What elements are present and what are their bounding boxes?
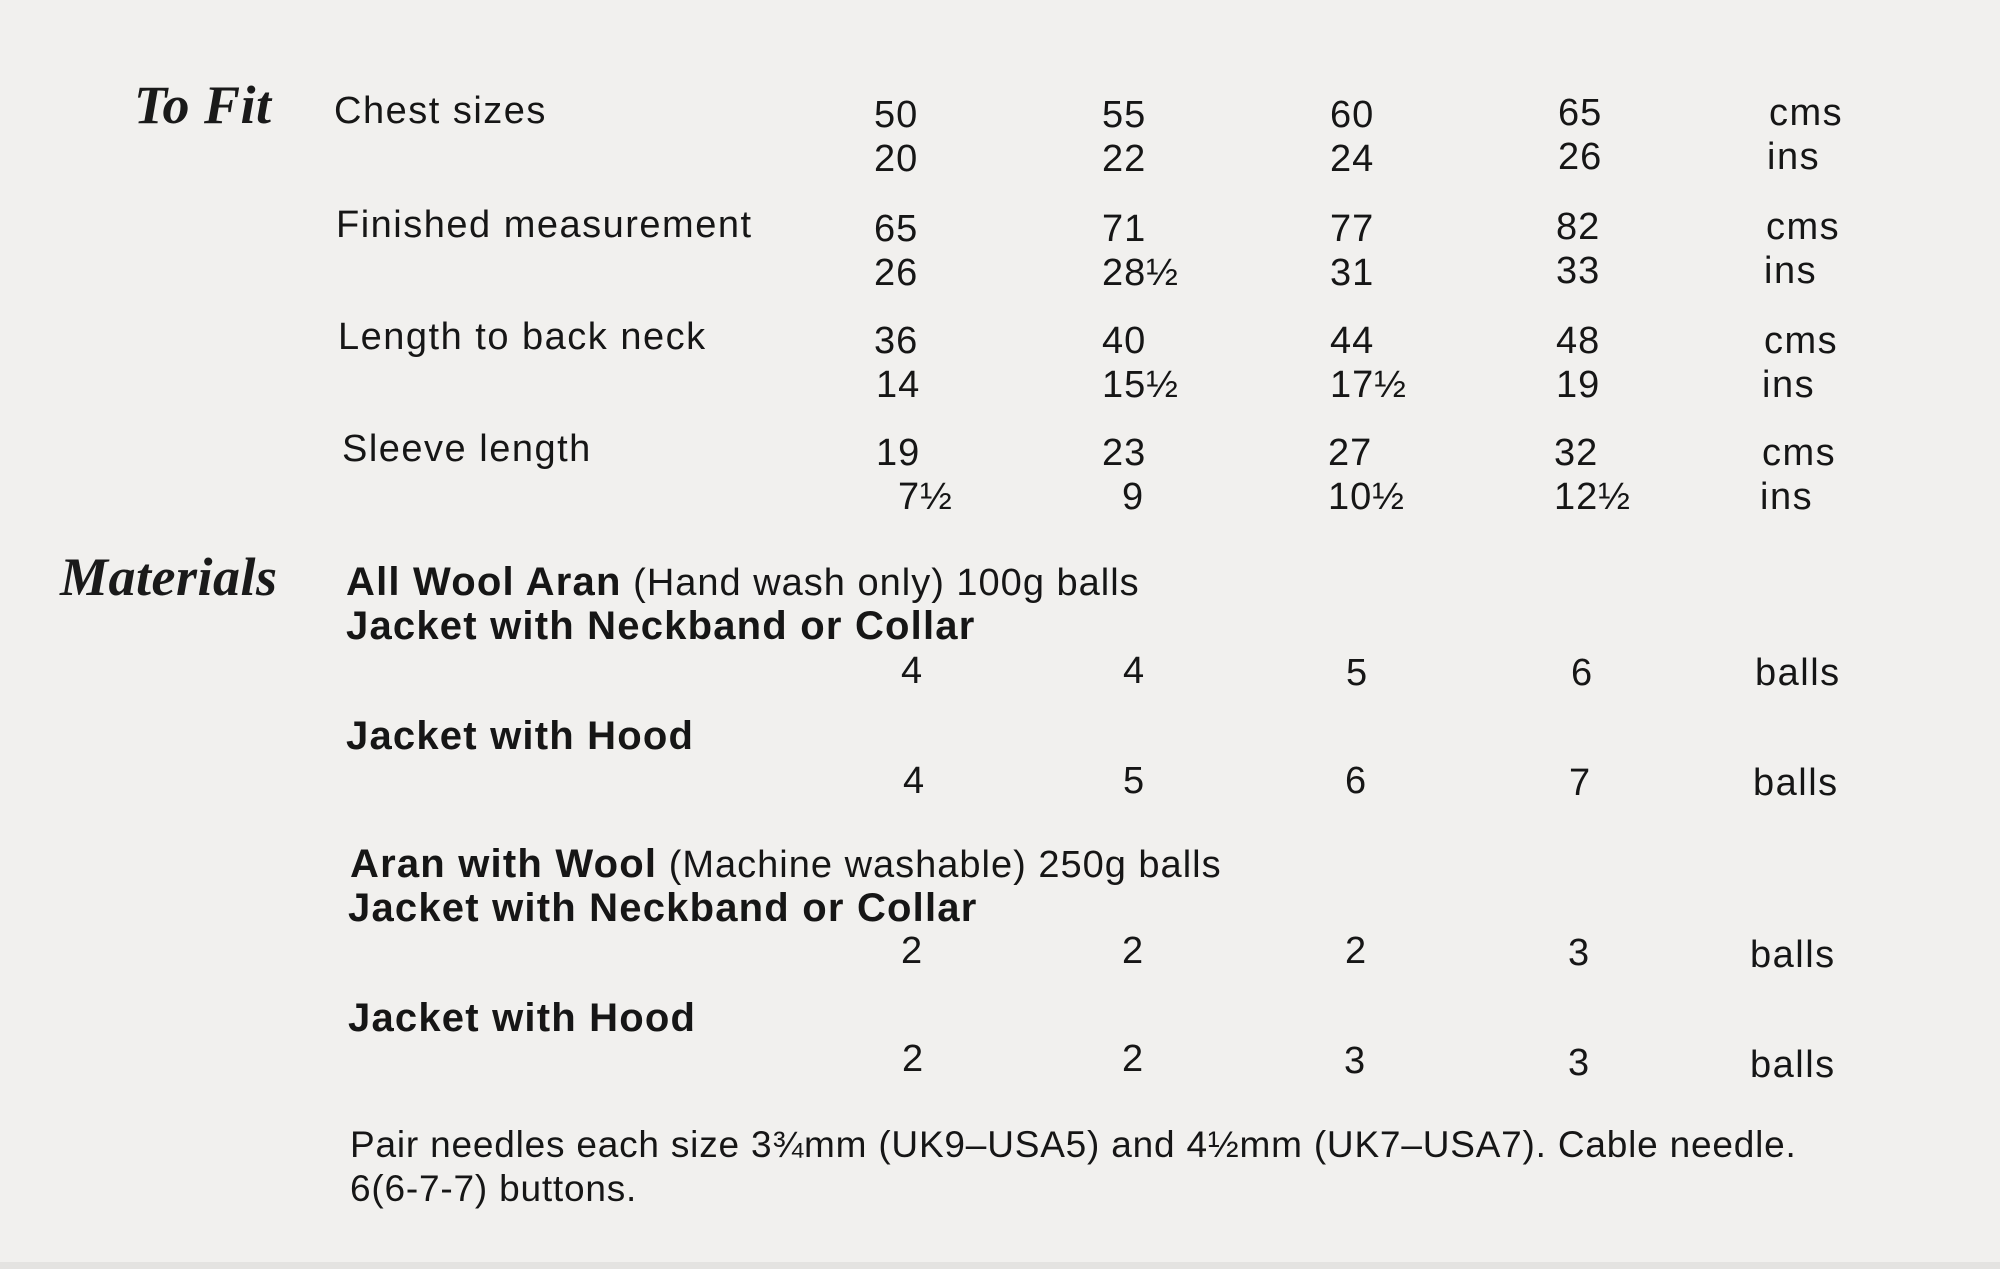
size-value: 55 <box>1102 94 1147 136</box>
unit-label: balls <box>1753 762 1839 804</box>
garment-label: Jacket with Neckband or Collar <box>348 886 978 930</box>
unit-label: cms <box>1762 432 1837 474</box>
size-value: 65 <box>1558 92 1603 134</box>
buttons-note: 6(6-7-7) buttons. <box>350 1168 638 1209</box>
unit-label: ins <box>1762 364 1816 406</box>
ball-count: 4 <box>903 760 926 802</box>
yarn-detail: (Hand wash only) 100g balls <box>633 562 1140 604</box>
size-value: 9 <box>1122 476 1145 518</box>
ball-count: 4 <box>901 650 924 692</box>
size-value: 50 <box>874 94 919 136</box>
size-value: 17½ <box>1330 364 1407 406</box>
chest-sizes-label: Chest sizes <box>334 90 547 132</box>
size-value: 27 <box>1328 432 1373 474</box>
ball-count: 3 <box>1568 1042 1591 1084</box>
unit-label: cms <box>1769 92 1844 134</box>
size-value: 22 <box>1102 138 1147 180</box>
size-value: 24 <box>1330 138 1375 180</box>
size-value: 28½ <box>1102 252 1179 294</box>
unit-label: balls <box>1750 1044 1836 1086</box>
materials-heading: Materials <box>60 547 278 607</box>
size-value: 60 <box>1330 94 1375 136</box>
yarn-line-aran-with-wool <box>350 842 1222 887</box>
size-value: 36 <box>874 320 919 362</box>
yarn-name: Aran with Wool <box>350 842 658 886</box>
ball-count: 5 <box>1346 652 1369 694</box>
size-value: 65 <box>874 208 919 250</box>
size-value: 12½ <box>1554 476 1631 518</box>
yarn-name: All Wool Aran <box>346 560 622 604</box>
size-value: 31 <box>1330 252 1375 294</box>
size-value: 20 <box>874 138 919 180</box>
size-value: 32 <box>1554 432 1599 474</box>
ball-count: 2 <box>902 1038 925 1080</box>
size-value: 26 <box>874 252 919 294</box>
size-value: 19 <box>1556 364 1601 406</box>
size-value: 14 <box>876 364 921 406</box>
unit-label: balls <box>1750 934 1836 976</box>
ball-count: 6 <box>1345 760 1368 802</box>
unit-label: ins <box>1767 136 1821 178</box>
garment-label: Jacket with Hood <box>346 714 695 758</box>
size-value: 26 <box>1558 136 1603 178</box>
page-bottom-edge <box>0 1262 2000 1269</box>
garment-label: Jacket with Hood <box>348 996 697 1040</box>
ball-count: 2 <box>901 930 924 972</box>
unit-label: cms <box>1766 206 1841 248</box>
yarn-line-all-wool-aran <box>346 560 1140 605</box>
ball-count: 2 <box>1122 930 1145 972</box>
garment-label: Jacket with Neckband or Collar <box>346 604 976 648</box>
size-value: 23 <box>1102 432 1147 474</box>
size-value: 82 <box>1556 206 1601 248</box>
ball-count: 6 <box>1571 652 1594 694</box>
ball-count: 7 <box>1569 762 1592 804</box>
finished-measurement-label: Finished measurement <box>336 204 753 246</box>
sleeve-length-label: Sleeve length <box>342 428 592 470</box>
size-value: 33 <box>1556 250 1601 292</box>
size-value: 71 <box>1102 208 1147 250</box>
unit-label: ins <box>1764 250 1818 292</box>
ball-count: 3 <box>1344 1040 1367 1082</box>
unit-label: ins <box>1760 476 1814 518</box>
size-value: 7½ <box>898 476 953 518</box>
size-value: 15½ <box>1102 364 1179 406</box>
unit-label: balls <box>1755 652 1841 694</box>
length-to-back-neck-label: Length to back neck <box>338 316 707 358</box>
ball-count: 2 <box>1345 930 1368 972</box>
ball-count: 3 <box>1568 932 1591 974</box>
size-value: 77 <box>1330 208 1375 250</box>
size-value: 10½ <box>1328 476 1405 518</box>
size-value: 19 <box>876 432 921 474</box>
size-value: 40 <box>1102 320 1147 362</box>
ball-count: 4 <box>1123 650 1146 692</box>
ball-count: 5 <box>1123 760 1146 802</box>
to-fit-heading: To Fit <box>134 75 272 135</box>
yarn-detail: (Machine washable) 250g balls <box>668 844 1222 886</box>
needles-note: Pair needles each size 3¾mm (UK9–USA5) and 4½mm (UK7–USA7). Cable needle. <box>350 1124 1797 1165</box>
size-value: 48 <box>1556 320 1601 362</box>
ball-count: 2 <box>1122 1038 1145 1080</box>
size-value: 44 <box>1330 320 1375 362</box>
unit-label: cms <box>1764 320 1839 362</box>
